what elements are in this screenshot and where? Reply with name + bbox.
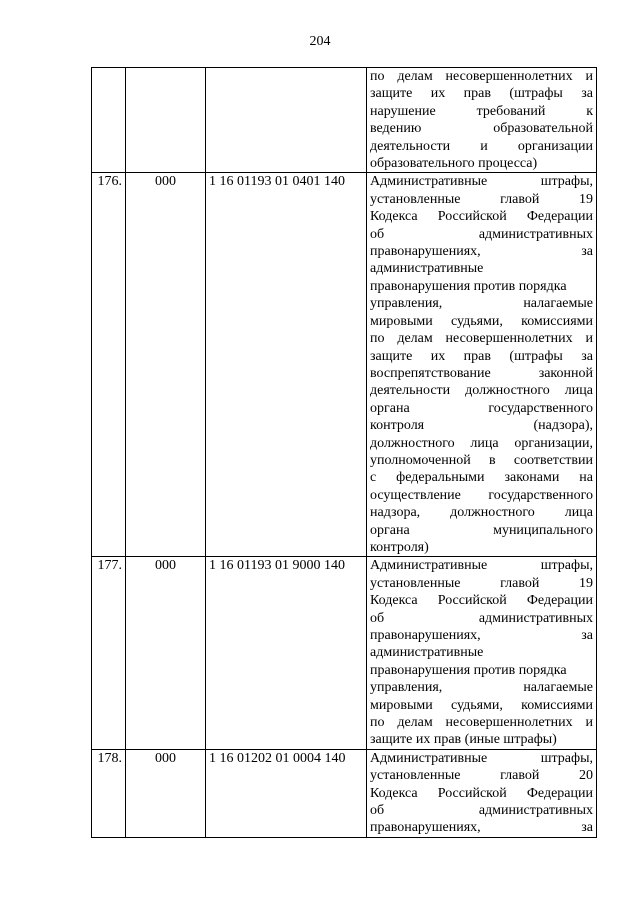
description-line: управления, налагаемые bbox=[370, 296, 593, 312]
description-line: ведению образовательной bbox=[370, 121, 593, 137]
row-number-cell: 176. bbox=[92, 173, 126, 557]
administrator-code-cell bbox=[126, 68, 206, 173]
description-line: Административные штрафы, bbox=[370, 174, 593, 190]
description-line: Кодекса Российской Федерации bbox=[370, 209, 593, 225]
description-line: административные bbox=[370, 645, 484, 661]
description-line: контроля) bbox=[370, 539, 429, 555]
description-line: Административные штрафы, bbox=[370, 750, 593, 766]
row-number-cell: 177. bbox=[92, 557, 126, 749]
table-body bbox=[92, 68, 597, 838]
description-line: об административных bbox=[370, 610, 593, 626]
table-row bbox=[92, 749, 597, 837]
description-line: правонарушения против порядка bbox=[370, 662, 567, 678]
description-line: установленные главой 19 bbox=[370, 575, 593, 591]
row-number-cell bbox=[92, 68, 126, 173]
description-line: органа государственного bbox=[370, 400, 593, 416]
description-line: правонарушениях, за bbox=[370, 628, 593, 643]
description-line: мировыми судьями, комиссиями bbox=[370, 313, 593, 329]
description-line: об административных bbox=[370, 226, 593, 242]
administrator-code-cell: 000 bbox=[126, 173, 206, 557]
description-line: защите их прав (штрафы за bbox=[370, 86, 593, 102]
description-line: осуществление государственного bbox=[370, 487, 593, 503]
description-line: с федеральными законами на bbox=[370, 470, 593, 486]
page-number: 204 bbox=[309, 34, 331, 49]
description-line: защите их прав (иные штрафы) bbox=[370, 732, 557, 748]
description-line: установленные главой 20 bbox=[370, 768, 593, 784]
budget-classification-code-cell: 1 16 01193 01 0401 140 bbox=[206, 173, 367, 557]
description-line: Кодекса Российской Федерации bbox=[370, 593, 593, 609]
description-line: уполномоченной в соответствии bbox=[370, 452, 593, 468]
budget-classification-code-cell: 1 16 01202 01 0004 140 bbox=[206, 749, 367, 837]
description-line: нарушение требований к bbox=[370, 103, 593, 119]
description-line: управления, налагаемые bbox=[370, 680, 593, 696]
description-line: об административных bbox=[370, 803, 593, 819]
description-line: правонарушениях, за bbox=[370, 244, 593, 260]
description-line: правонарушениях, за bbox=[370, 820, 593, 836]
row-number-cell: 178. bbox=[92, 749, 126, 837]
description-cell bbox=[367, 749, 597, 837]
description-line: контроля (надзора), bbox=[370, 418, 593, 434]
description-cell bbox=[367, 557, 597, 749]
description-line: по делам несовершеннолетних и bbox=[370, 715, 593, 731]
description-line: Кодекса Российской Федерации bbox=[370, 785, 593, 801]
description-line: мировыми судьями, комиссиями bbox=[370, 697, 593, 713]
description-line: правонарушения против порядка bbox=[370, 278, 567, 294]
description-cell bbox=[367, 173, 597, 557]
description-line: деятельности и организации bbox=[370, 138, 593, 154]
description-line: установленные главой 19 bbox=[370, 191, 593, 207]
description-line: деятельности должностного лица bbox=[370, 383, 593, 399]
budget-classification-code-cell bbox=[206, 68, 367, 173]
description-line: воспрепятствование законной bbox=[370, 365, 593, 381]
table-row bbox=[92, 557, 597, 749]
description-line: надзора, должностного лица bbox=[370, 505, 593, 521]
description-line: защите их прав (штрафы за bbox=[370, 348, 593, 364]
description-cell bbox=[367, 68, 597, 173]
description-line: по делам несовершеннолетних и bbox=[370, 69, 593, 84]
budget-code-table bbox=[91, 67, 597, 838]
description-line: образовательного процесса) bbox=[370, 156, 538, 172]
administrator-code-cell: 000 bbox=[126, 557, 206, 749]
table-row bbox=[92, 173, 597, 557]
description-line: должностного лица организации, bbox=[370, 435, 593, 451]
description-line: Административные штрафы, bbox=[370, 558, 593, 574]
table-row bbox=[92, 68, 597, 173]
budget-classification-code-cell: 1 16 01193 01 9000 140 bbox=[206, 557, 367, 749]
description-line: административные bbox=[370, 261, 484, 277]
administrator-code-cell: 000 bbox=[126, 749, 206, 837]
description-line: органа муниципального bbox=[370, 522, 593, 538]
description-line: по делам несовершеннолетних и bbox=[370, 331, 593, 347]
